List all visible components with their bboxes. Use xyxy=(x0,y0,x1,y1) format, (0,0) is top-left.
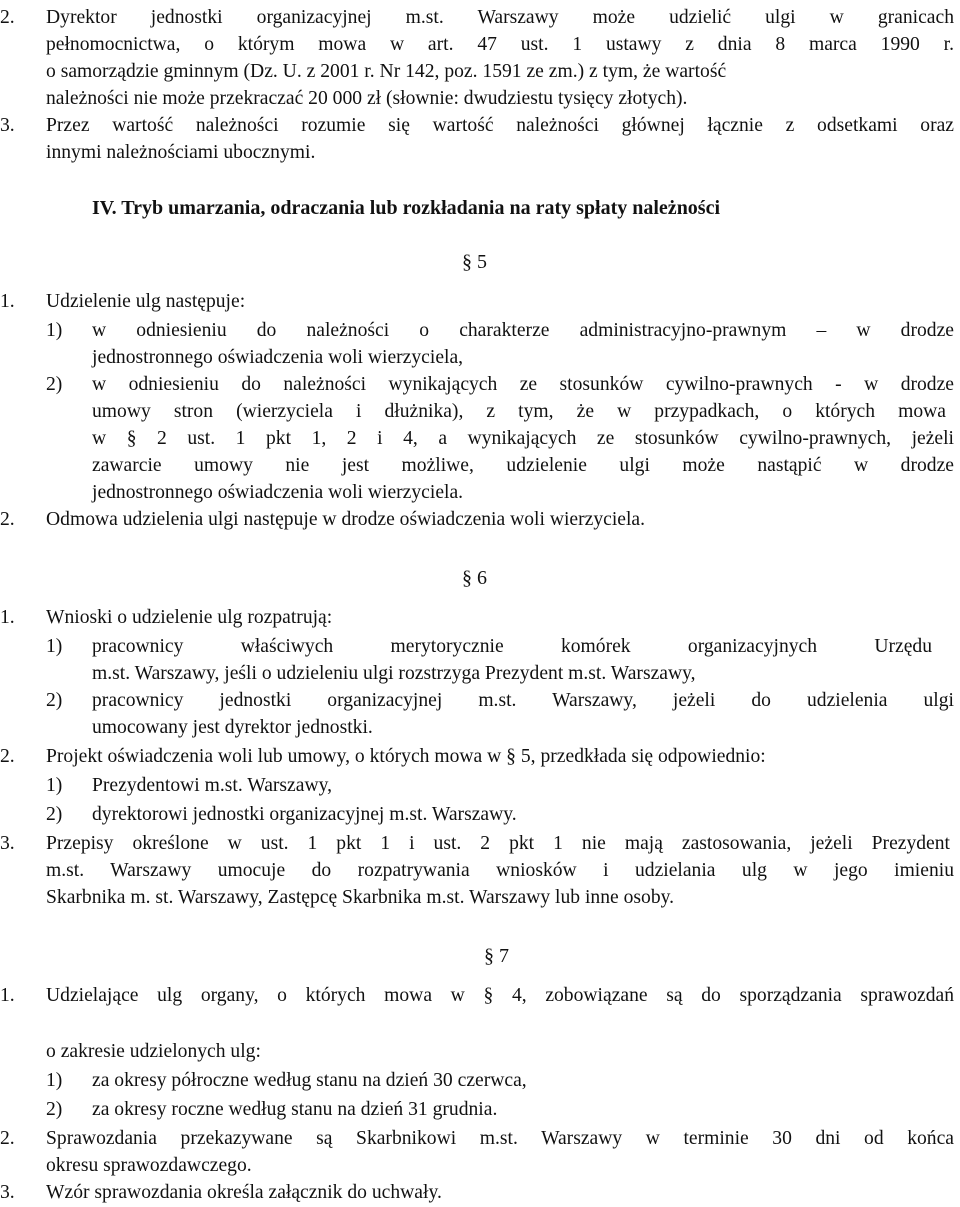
item-number: 3. xyxy=(0,833,15,854)
paragraph-line: jednostronnego oświadczenia woli wierzyciela, xyxy=(92,347,464,368)
item-number: 2. xyxy=(0,509,15,530)
paragraph-line: Przepisy określone w ust. 1 pkt 1 i ust. 2 pkt 1 nie mają zastosowania, jeżeli Prezydent xyxy=(46,833,950,854)
item-number: 2. xyxy=(0,7,15,28)
item-number: 1. xyxy=(0,291,15,312)
paragraph-line: m.st. Warszawy umocuje do rozpatrywania wniosków i udzielania ulg w jego imieniu xyxy=(46,860,954,881)
paragraph-line: za okresy półroczne według stanu na dzień 30 czerwca, xyxy=(92,1070,527,1091)
item-number: 1) xyxy=(46,636,63,657)
paragraph-symbol-6: § 6 xyxy=(462,567,487,589)
paragraph-line: o zakresie udzielonych ulg: xyxy=(46,1041,261,1062)
paragraph-line: pracownicy właściwych merytorycznie komórek organizacyjnych Urzędu xyxy=(92,636,932,657)
paragraph-line: Udzielenie ulg następuje: xyxy=(46,291,246,312)
paragraph-line: Sprawozdania przekazywane są Skarbnikowi m.st. Warszawy w terminie 30 dni od końca xyxy=(46,1128,954,1149)
paragraph-line: umocowany jest dyrektor jednostki. xyxy=(92,717,373,738)
paragraph-line: w odniesieniu do należności wynikających ze stosunków cywilno-prawnych - w drodze xyxy=(92,374,954,395)
paragraph-symbol-5: § 5 xyxy=(462,251,487,273)
paragraph-line: pełnomocnictwa, o którym mowa w art. 47 ust. 1 ustawy z dnia 8 marca 1990 r. xyxy=(46,34,954,55)
item-number: 1) xyxy=(46,320,63,341)
item-number: 1. xyxy=(0,985,15,1006)
paragraph-line: Dyrektor jednostki organizacyjnej m.st. Warszawy może udzielić ulgi w granicach xyxy=(46,7,954,28)
item-number: 1) xyxy=(46,775,63,796)
item-number: 2) xyxy=(46,374,63,395)
paragraph-line: w § 2 ust. 1 pkt 1, 2 i 4, a wynikających ze stosunków cywilno-prawnych, jeżeli xyxy=(92,428,954,449)
paragraph-line: o samorządzie gminnym (Dz. U. z 2001 r. Nr 142, poz. 1591 ze zm.) z tym, że wartość xyxy=(46,61,727,82)
item-number: 2. xyxy=(0,746,15,767)
item-number: 3. xyxy=(0,115,15,136)
item-number: 3. xyxy=(0,1182,15,1203)
paragraph-line: za okresy roczne według stanu na dzień 31 grudnia. xyxy=(92,1099,498,1120)
paragraph-line: w odniesieniu do należności o charakterze administracyjno-prawnym – w drodze xyxy=(92,320,954,341)
paragraph-line: Odmowa udzielenia ulgi następuje w drodze oświadczenia woli wierzyciela. xyxy=(46,509,646,530)
paragraph-symbol-7: § 7 xyxy=(484,945,509,967)
paragraph-line: dyrektorowi jednostki organizacyjnej m.st. Warszawy. xyxy=(92,804,517,825)
item-number: 2) xyxy=(46,1099,63,1120)
paragraph-line: jednostronnego oświadczenia woli wierzyciela. xyxy=(92,482,464,503)
paragraph-line: Wnioski o udzielenie ulg rozpatrują: xyxy=(46,607,333,628)
item-number: 2) xyxy=(46,690,63,711)
paragraph-line: Udzielające ulg organy, o których mowa w § 4, zobowiązane są do sporządzania sprawozdań xyxy=(46,985,954,1006)
item-number: 2. xyxy=(0,1128,15,1149)
paragraph-line: zawarcie umowy nie jest możliwe, udzielenie ulgi może nastąpić w drodze xyxy=(92,455,954,476)
paragraph-line: Skarbnika m. st. Warszawy, Zastępcę Skarbnika m.st. Warszawy lub inne osoby. xyxy=(46,887,675,908)
chapter-heading: IV. Tryb umarzania, odraczania lub rozkładania na raty spłaty należności xyxy=(92,197,721,219)
item-number: 1) xyxy=(46,1070,63,1091)
paragraph-line: należności nie może przekraczać 20 000 zł (słownie: dwudziestu tysięcy złotych). xyxy=(46,88,688,109)
paragraph-line: pracownicy jednostki organizacyjnej m.st. Warszawy, jeżeli do udzielenia ulgi xyxy=(92,690,954,711)
paragraph-line: m.st. Warszawy, jeśli o udzieleniu ulgi rozstrzyga Prezydent m.st. Warszawy, xyxy=(92,663,696,684)
item-number: 2) xyxy=(46,804,63,825)
paragraph-line: Wzór sprawozdania określa załącznik do uchwały. xyxy=(46,1182,442,1203)
paragraph-line: Przez wartość należności rozumie się wartość należności głównej łącznie z odsetkami oraz xyxy=(46,115,954,136)
item-number: 1. xyxy=(0,607,15,628)
paragraph-line: Prezydentowi m.st. Warszawy, xyxy=(92,775,333,796)
paragraph-line: Projekt oświadczenia woli lub umowy, o których mowa w § 5, przedkłada się odpowiednio: xyxy=(46,746,766,767)
paragraph-line: okresu sprawozdawczego. xyxy=(46,1155,252,1176)
paragraph-line: innymi należnościami ubocznymi. xyxy=(46,142,316,163)
paragraph-line: umowy stron (wierzyciela i dłużnika), z tym, że w przypadkach, o których mowa xyxy=(92,401,946,422)
